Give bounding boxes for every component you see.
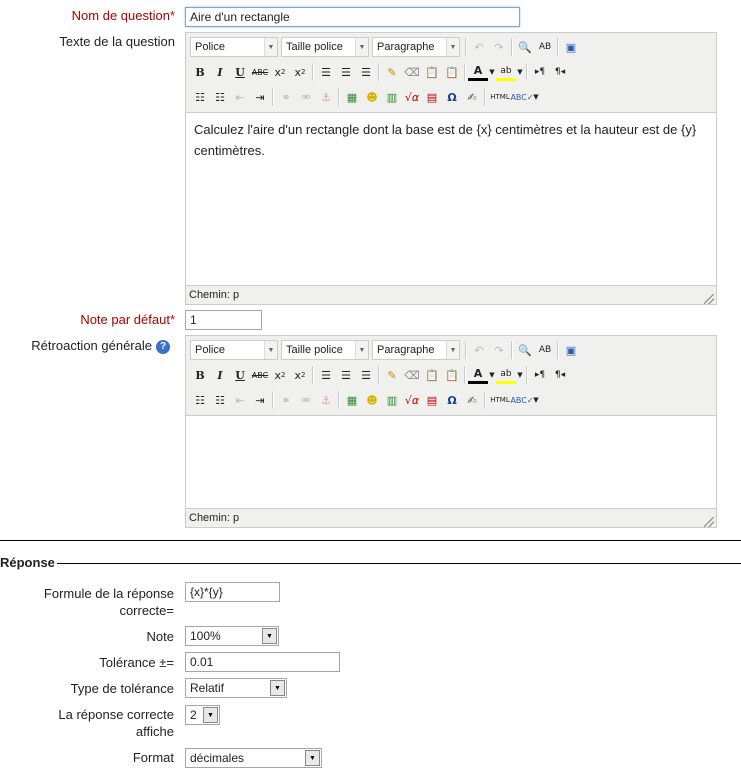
spellcheck-dropdown-icon[interactable]: ▼ [533, 93, 539, 101]
align-right-icon[interactable]: ☰ [361, 368, 371, 382]
font-select[interactable]: Police ▼ [190, 37, 278, 57]
question-text-editor [185, 32, 717, 305]
subscript-icon[interactable]: x 2 [274, 368, 286, 382]
fullscreen-icon[interactable]: ▣ [565, 40, 577, 54]
format-select[interactable]: Paragraphe ▼ [372, 340, 460, 360]
bold-icon[interactable]: B [195, 368, 205, 382]
toolbar-row-1 [190, 36, 581, 58]
italic-icon[interactable]: I [217, 65, 223, 79]
question-text-label: Texte de la question [59, 34, 175, 49]
tolerance-label: Tolérance ±= [99, 655, 174, 670]
question-name-input[interactable]: Aire d'un rectangle [185, 7, 520, 27]
spellcheck-icon[interactable]: ABC✓ [510, 92, 534, 102]
tolerance-type-label: Type de tolérance [70, 681, 174, 696]
chevron-down-icon: ▼ [262, 628, 277, 644]
toolbar-separator [312, 63, 314, 81]
general-feedback-content[interactable] [186, 415, 716, 509]
general-feedback-label: Rétroaction générale ? [5, 337, 170, 354]
align-center-icon[interactable]: ☰ [341, 65, 351, 79]
formula-input[interactable]: {x}*{y} [185, 582, 280, 602]
fullscreen-icon[interactable]: ▣ [565, 343, 577, 357]
toolbar-separator [464, 366, 466, 384]
paste-word-icon[interactable]: 📋 [445, 368, 459, 382]
highlight-color-icon[interactable]: ab [496, 63, 516, 81]
clean-up-icon[interactable]: ✎ [387, 368, 397, 382]
chevron-down-icon: ▼ [446, 38, 459, 56]
superscript-icon[interactable]: x 2 [294, 65, 306, 79]
question-text-content[interactable]: Calculez l'aire d'un rectangle dont la base est de {x} centimètres et la hauteur est de {y} centimètres. [186, 112, 716, 286]
answer-section-title: Réponse [0, 555, 55, 570]
required-icon: * [169, 8, 175, 23]
unlink-icon[interactable]: ⚮ [301, 393, 311, 407]
emoticon-icon[interactable]: ☻ [366, 90, 378, 104]
numbered-list-icon[interactable]: ☷ [215, 393, 225, 407]
anchor-icon[interactable]: ⚓ [321, 393, 331, 407]
required-icon: * [169, 312, 175, 327]
question-name-label: Nom de question* [71, 8, 175, 23]
toolbar-separator [484, 88, 486, 106]
paste-text-icon[interactable]: 📋 [425, 65, 439, 79]
redo-icon[interactable]: ↷ [494, 343, 504, 357]
tolerance-type-select[interactable]: Relatif ▼ [185, 678, 287, 698]
numbered-list-icon[interactable]: ☷ [215, 90, 225, 104]
ltr-icon[interactable]: ▸¶ [534, 67, 546, 77]
image-icon[interactable]: ▦ [346, 393, 358, 407]
bold-icon[interactable]: B [195, 65, 205, 79]
align-left-icon[interactable]: ☰ [321, 65, 331, 79]
align-right-icon[interactable]: ☰ [361, 65, 371, 79]
grade-label: Note [146, 629, 174, 644]
toolbar-separator [465, 341, 467, 359]
general-feedback-editor [185, 335, 717, 528]
html-source-icon[interactable]: HTML [490, 396, 510, 404]
ltr-icon[interactable]: ▸¶ [534, 370, 546, 380]
find-icon[interactable]: 🔍 [518, 343, 532, 357]
strikethrough-icon[interactable]: ABC [251, 67, 269, 77]
text-color-icon[interactable]: A [468, 366, 488, 384]
font-size-select[interactable]: Taille police ▼ [281, 37, 369, 57]
link-icon[interactable]: ⚭ [281, 90, 291, 104]
toolbar-row-2 [190, 61, 570, 83]
replace-icon[interactable]: AB [538, 345, 552, 355]
anchor-icon[interactable]: ⚓ [321, 90, 331, 104]
toolbar-separator [464, 63, 466, 81]
emoticon-icon[interactable]: ☻ [366, 393, 378, 407]
clean-up-icon[interactable]: ✎ [387, 65, 397, 79]
toolbar-separator [526, 366, 528, 384]
display-label: La réponse correcte affiche [58, 707, 174, 739]
section-divider [0, 540, 741, 541]
toolbar-separator [378, 63, 380, 81]
highlight-dropdown-icon[interactable]: ▼ [517, 371, 523, 379]
editor-path: Chemin: p [189, 289, 240, 301]
tolerance-input[interactable]: 0.01 [185, 652, 340, 672]
eraser-icon[interactable]: ⌫ [404, 65, 420, 79]
toolbar-separator [338, 88, 340, 106]
spellcheck-dropdown-icon[interactable]: ▼ [533, 396, 539, 404]
default-mark-label: Note par défaut* [80, 312, 175, 327]
chevron-down-icon: ▼ [355, 341, 368, 359]
html-source-icon[interactable]: HTML [490, 93, 510, 101]
toolbar-separator [557, 341, 559, 359]
toolbar-row-2 [190, 364, 570, 386]
toolbar-separator [272, 88, 274, 106]
special-char-icon[interactable]: Ω [447, 393, 457, 407]
resize-grip-icon[interactable] [704, 517, 714, 527]
nonbreaking-icon[interactable]: ▤ [426, 90, 438, 104]
eraser-icon[interactable]: ⌫ [404, 368, 420, 382]
toolbar-separator [557, 38, 559, 56]
outdent-icon[interactable]: ⇤ [235, 393, 245, 407]
rtl-icon[interactable]: ¶◂ [554, 67, 566, 77]
text-color-dropdown-icon[interactable]: ▼ [489, 68, 495, 76]
chevron-down-icon: ▼ [270, 680, 285, 696]
undo-icon[interactable]: ↶ [474, 40, 484, 54]
format-label: Format [132, 750, 174, 765]
align-center-icon[interactable]: ☰ [341, 368, 351, 382]
format-select[interactable]: Paragraphe ▼ [372, 37, 460, 57]
default-mark-input[interactable]: 1 [185, 310, 262, 330]
media-icon[interactable]: ▥ [386, 90, 398, 104]
text-color-icon[interactable]: A [468, 63, 488, 81]
highlight-color-icon[interactable]: ab [496, 366, 516, 384]
chevron-down-icon: ▼ [305, 750, 320, 766]
paste-text-icon[interactable]: 📋 [425, 368, 439, 382]
toolbar-separator [465, 38, 467, 56]
formula-label: Formule de la réponse correcte= [43, 586, 174, 618]
rtl-icon[interactable]: ¶◂ [554, 370, 566, 380]
special-char-icon[interactable]: Ω [447, 90, 457, 104]
paste-word-icon[interactable]: 📋 [445, 65, 459, 79]
toolbar-row-1 [190, 339, 581, 361]
nonbreaking-icon[interactable]: ▤ [426, 393, 438, 407]
toolbar-separator [312, 366, 314, 384]
editor-path: Chemin: p [189, 512, 240, 524]
replace-icon[interactable]: AB [538, 42, 552, 52]
find-icon[interactable]: 🔍 [518, 40, 532, 54]
bullet-list-icon[interactable]: ☷ [195, 393, 205, 407]
strikethrough-icon[interactable]: ABC [251, 370, 269, 380]
superscript-icon[interactable]: x 2 [294, 368, 306, 382]
indent-icon[interactable]: ⇥ [255, 393, 265, 407]
italic-icon[interactable]: I [217, 368, 223, 382]
grade-select[interactable]: 100% ▼ [185, 626, 279, 646]
underline-icon[interactable]: U [235, 368, 245, 382]
toolbar-separator [511, 38, 513, 56]
toolbar-separator [378, 366, 380, 384]
toolbar-row-3 [190, 389, 540, 411]
chevron-down-icon: ▼ [355, 38, 368, 56]
toolbar-separator [484, 391, 486, 409]
section-divider [0, 563, 741, 564]
chevron-down-icon: ▼ [264, 38, 277, 56]
unlink-icon[interactable]: ⚮ [301, 90, 311, 104]
media-icon[interactable]: ▥ [386, 393, 398, 407]
toolbar-separator [526, 63, 528, 81]
chevron-down-icon: ▼ [203, 707, 218, 723]
equation-icon[interactable]: √α [404, 90, 420, 104]
toolbar-separator [511, 341, 513, 359]
chevron-down-icon: ▼ [264, 341, 277, 359]
toolbar-separator [338, 391, 340, 409]
image-icon[interactable]: ▦ [346, 90, 358, 104]
spellcheck-icon[interactable]: ABC✓ [510, 395, 534, 405]
chevron-down-icon: ▼ [446, 341, 459, 359]
underline-icon[interactable]: U [235, 65, 245, 79]
equation-icon[interactable]: √α [404, 393, 420, 407]
toolbar-row-3 [190, 86, 540, 108]
display-select[interactable]: 2 ▼ [185, 705, 220, 725]
toolbar-separator [272, 391, 274, 409]
indent-icon[interactable]: ⇥ [255, 90, 265, 104]
edit-icon[interactable]: ✍ [467, 90, 477, 104]
font-size-select[interactable]: Taille police ▼ [281, 340, 369, 360]
link-icon[interactable]: ⚭ [281, 393, 291, 407]
highlight-dropdown-icon[interactable]: ▼ [517, 68, 523, 76]
align-left-icon[interactable]: ☰ [321, 368, 331, 382]
undo-icon[interactable]: ↶ [474, 343, 484, 357]
resize-grip-icon[interactable] [704, 294, 714, 304]
outdent-icon[interactable]: ⇤ [235, 90, 245, 104]
bullet-list-icon[interactable]: ☷ [195, 90, 205, 104]
subscript-icon[interactable]: x 2 [274, 65, 286, 79]
edit-icon[interactable]: ✍ [467, 393, 477, 407]
font-select[interactable]: Police ▼ [190, 340, 278, 360]
format-select[interactable]: décimales ▼ [185, 748, 322, 768]
redo-icon[interactable]: ↷ [494, 40, 504, 54]
text-color-dropdown-icon[interactable]: ▼ [489, 371, 495, 379]
help-icon[interactable]: ? [156, 340, 170, 354]
